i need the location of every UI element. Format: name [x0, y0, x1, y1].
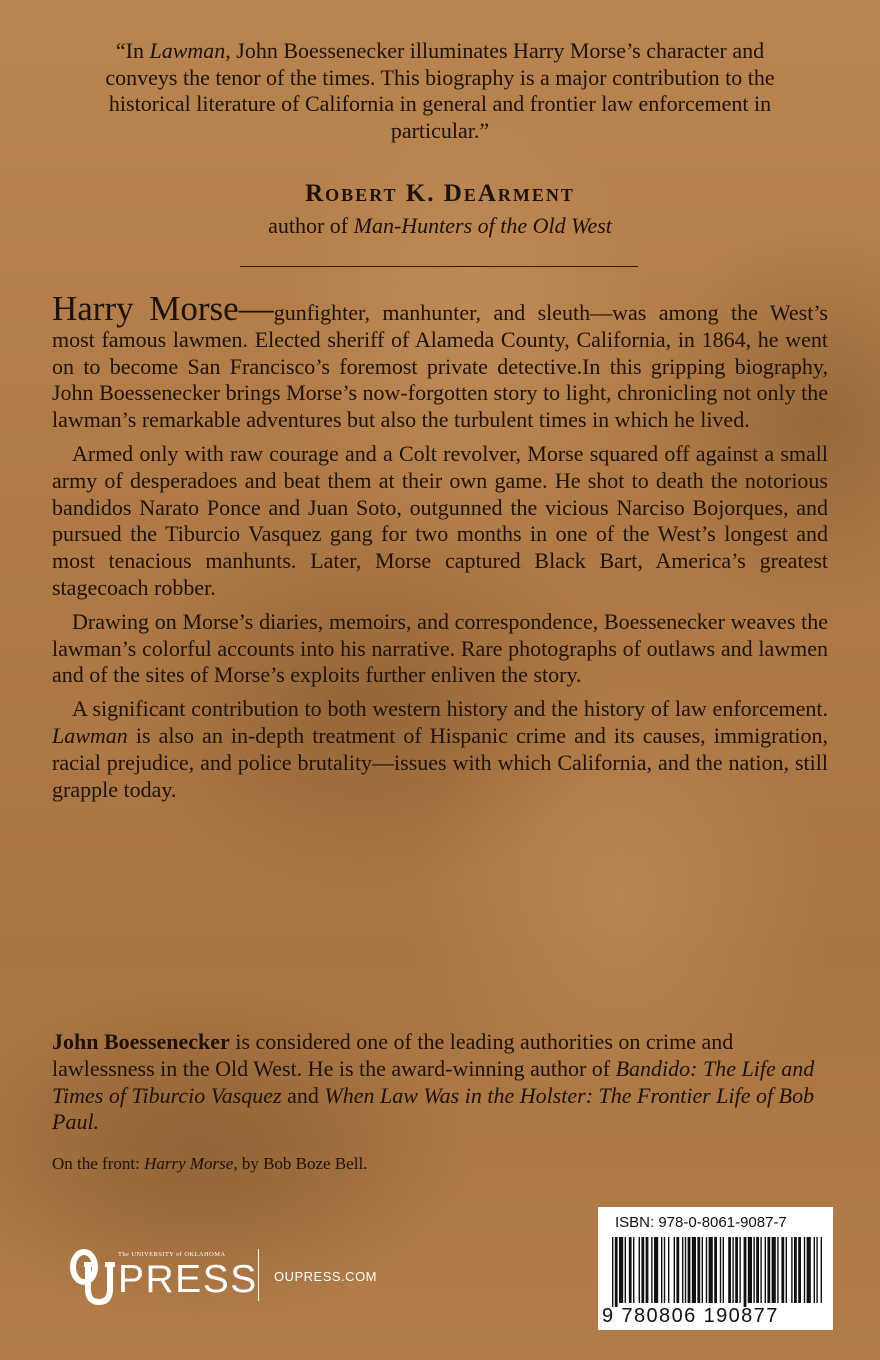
- endorser-name: Robert K. DeArment: [305, 180, 575, 207]
- description-lead: Harry Morse—: [52, 289, 274, 328]
- cover-art-title: Harry Morse,: [144, 1154, 238, 1173]
- cover-credit-suffix: by Bob Boze Bell.: [237, 1154, 368, 1173]
- publisher-university: The UNIVERSITY of OKLAHOMA: [118, 1251, 226, 1258]
- endorser-credential: [90, 213, 790, 239]
- cover-art-credit: [52, 1154, 652, 1174]
- publisher-website: OUPRESS.COM: [274, 1269, 378, 1284]
- endorsement-quote: [90, 38, 790, 144]
- author-bio-text-1: is considered one of the leading authorities on crime and lawlessness in the Old West. He is the award-winning author of: [52, 1029, 734, 1081]
- description-paragraph-4: [52, 696, 828, 803]
- description-book-title: Lawman: [52, 722, 128, 748]
- author-bio: [52, 1029, 828, 1136]
- description-paragraph-4-a: A significant contribution to both western history and the history of law enforcement.: [72, 696, 828, 722]
- endorser-credential-prefix: author of: [268, 213, 354, 238]
- author-book-2: When Law Was in the Holster: The Frontier Life of Bob Paul.: [52, 1082, 815, 1135]
- publisher-separator: [258, 1249, 259, 1301]
- description-paragraph-1: [52, 289, 828, 434]
- isbn-label: ISBN: 978-0-8061-9087-7: [615, 1214, 787, 1231]
- barcode-digits: 9 780806 190877: [602, 1305, 779, 1327]
- author-bio-text-2: and: [281, 1082, 325, 1108]
- publisher-press-wordmark: PRESS: [118, 1258, 258, 1301]
- description-paragraph-2: Armed only with raw courage and a Colt revolver, Morse squared off against a small army of desperadoes and beat them at their own game. He shot to death the notorious bandidos Narato Ponce and Juan Soto, outgunned the vicious Narciso Bojorques, and pursued the Tiburcio Vasquez gang for two months in one of the West’s longest and most tenacious manhunts. Later, Morse captured Black Bart, America’s greatest stagecoach robber.: [52, 440, 828, 600]
- quote-open: “In: [115, 38, 150, 63]
- author-book-1: Bandido: The Life and Times of Tiburcio Vasquez: [52, 1055, 815, 1108]
- description-paragraph-4-b: is also an in-depth treatment of Hispanic crime and its causes, immigration, racial prejudice, and police brutality—issues with which California, and the nation, still grapple today.: [52, 722, 828, 802]
- quote-body: John Boessenecker illuminates Harry Morse’s character and conveys the tenor of the times. This biography is a major contribution to the historical literature of California in general and frontier law enforcement in particular.”: [105, 38, 775, 143]
- description-paragraph-3: Drawing on Morse’s diaries, memoirs, and correspondence, Boessenecker weaves the lawman’s colorful accounts into his narrative. Rare photographs of outlaws and lawmen and of the sites of Morse’s exploits further enliven the story.: [52, 608, 828, 688]
- quote-book-title: Lawman,: [149, 38, 231, 63]
- description-paragraph-1-text: gunfighter, manhunter, and sleuth—was among the West’s most famous lawmen. Elected sheriff of Alameda County, California, in 1864, he went on to become San Francisco’s foremost private detective.In this gripping biography, John Boessenecker brings Morse’s now-forgotten story to light, chronicling not only the lawman’s remarkable adventures but also the turbulent times in which he lived.: [52, 300, 828, 433]
- isbn-barcode: [598, 1207, 833, 1330]
- section-divider: [240, 266, 638, 267]
- endorser-book-title: Man-Hunters of the Old West: [353, 213, 612, 238]
- book-description: [52, 289, 828, 810]
- publisher-imprint: [68, 1247, 388, 1311]
- author-name: John Boessenecker: [52, 1029, 230, 1054]
- cover-credit-prefix: On the front:: [52, 1154, 145, 1173]
